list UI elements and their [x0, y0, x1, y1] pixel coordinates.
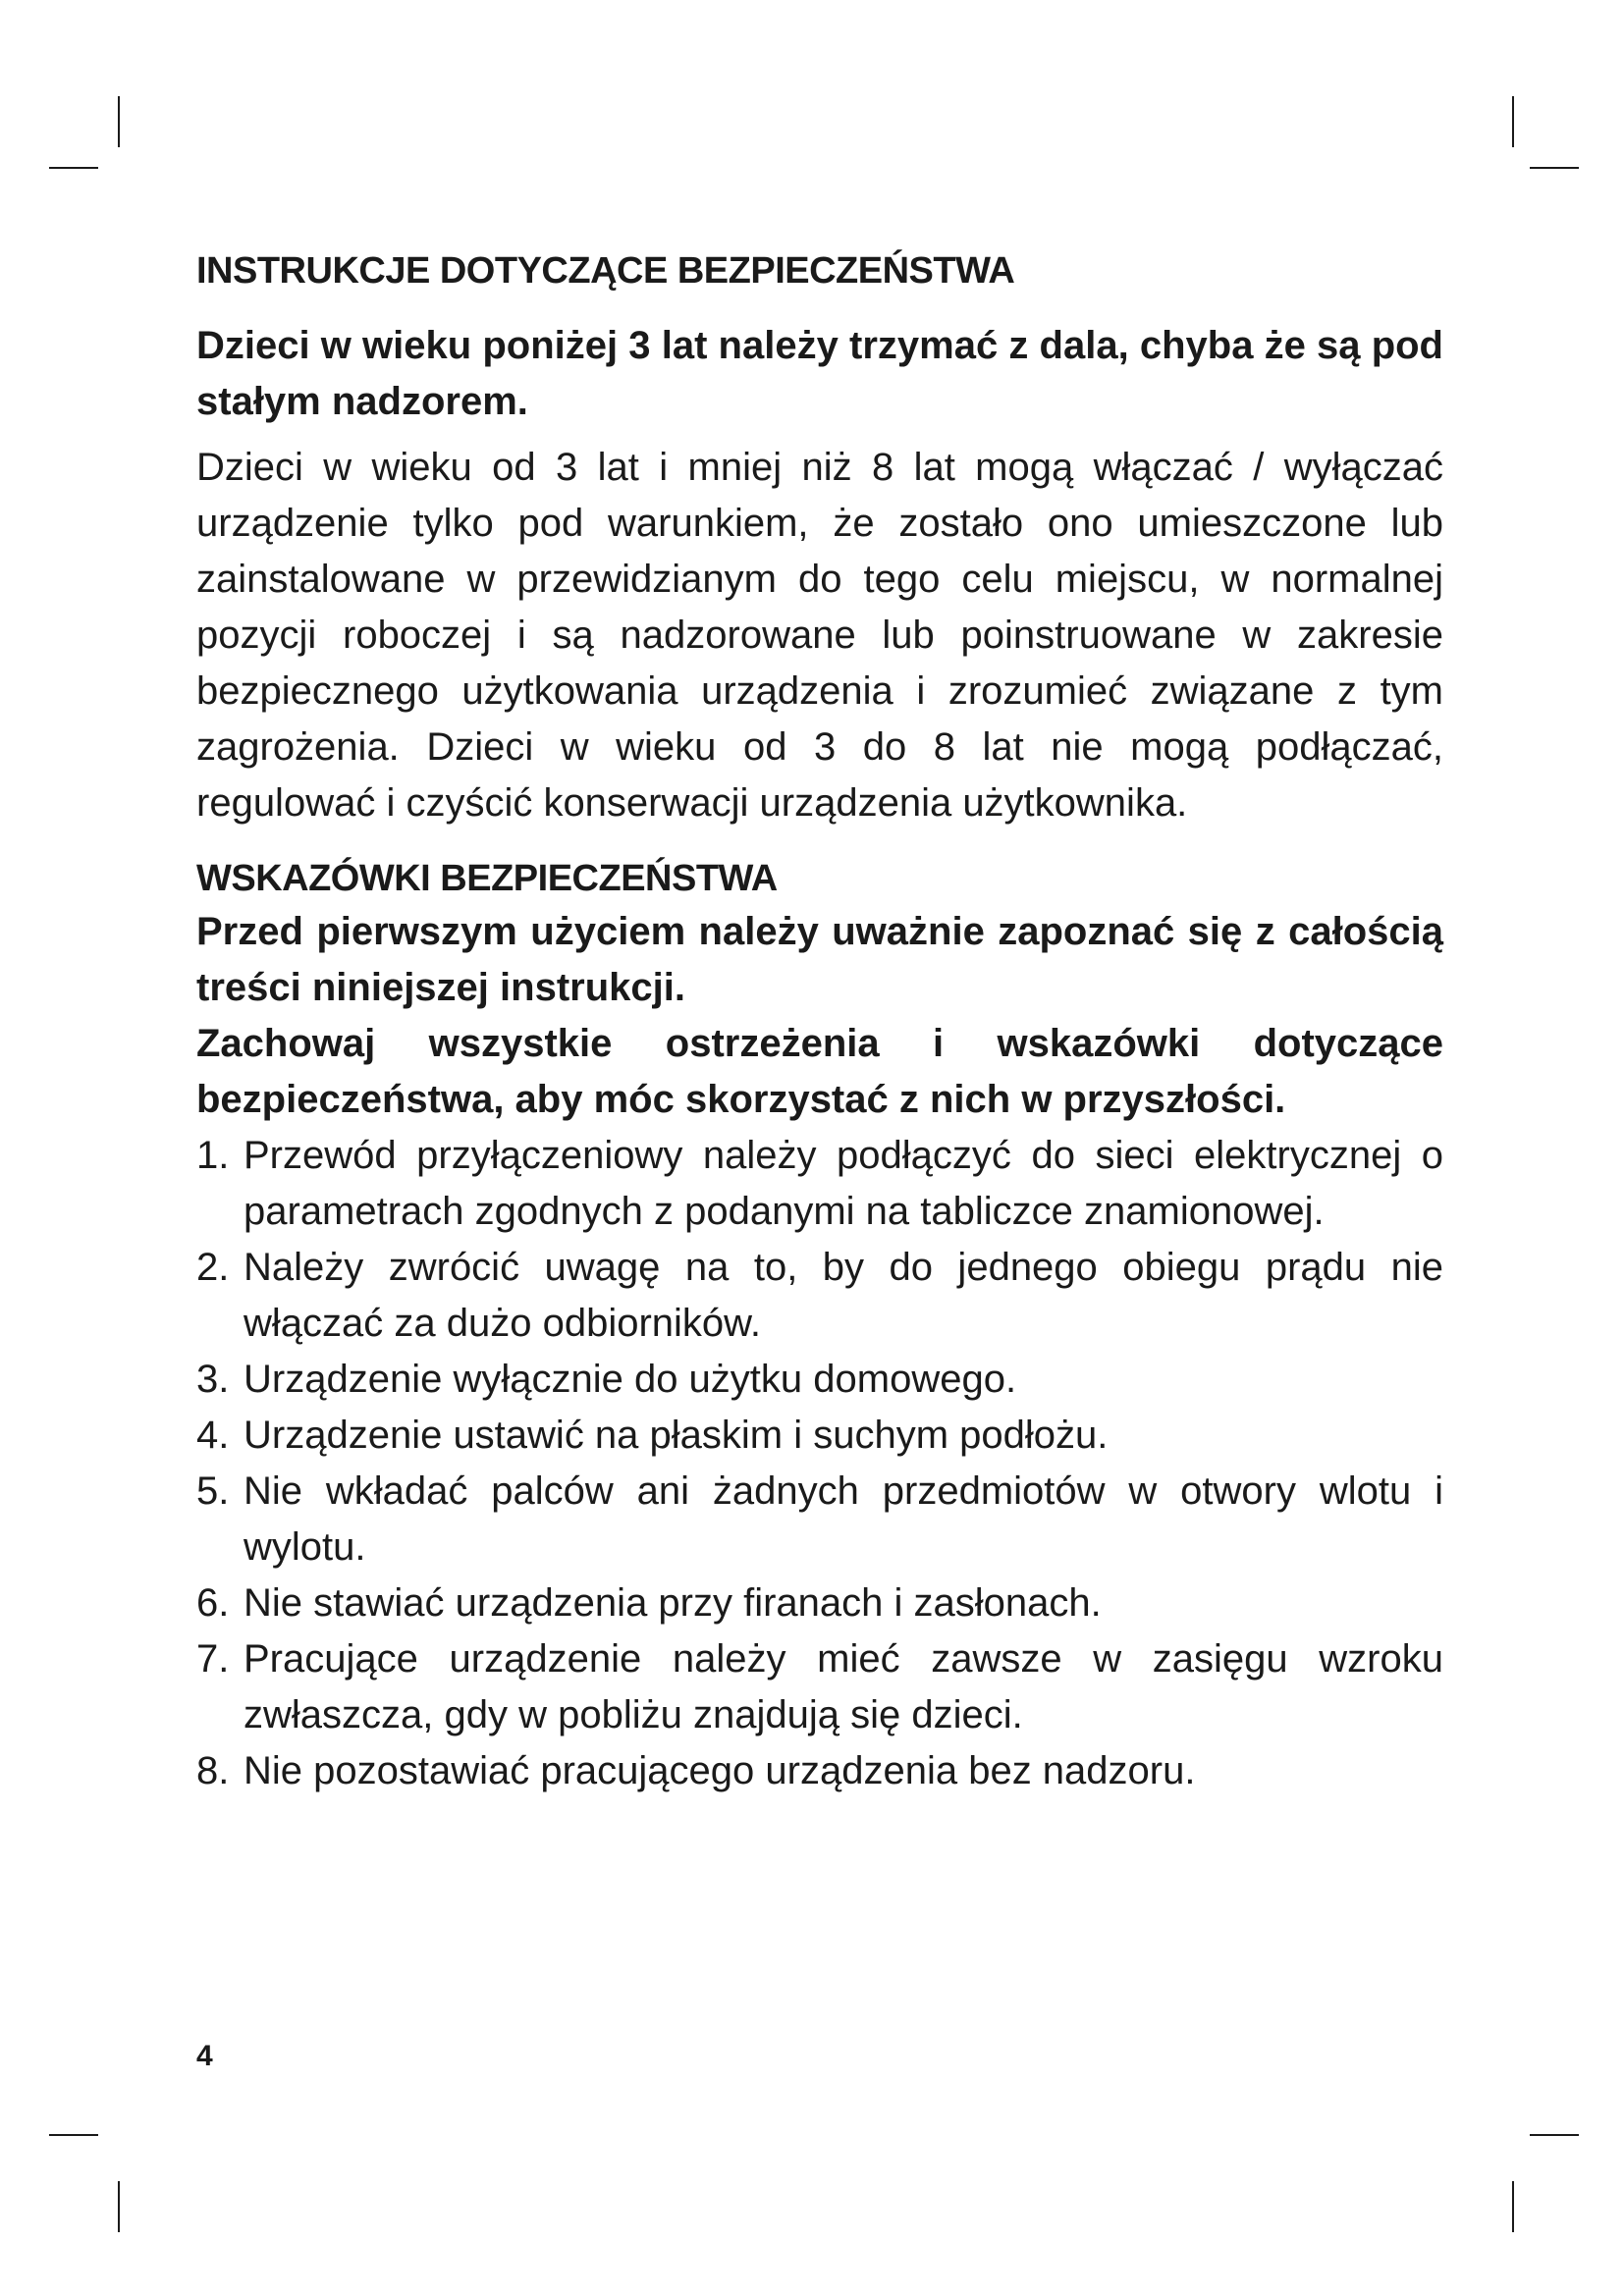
children-body-text: Dzieci w wieku od 3 lat i mniej niż 8 lat mogą włączać / wyłączać urządzenie tylko pod warunkiem, że zostało ono umieszczone lub zainstalowane w przewidzianym do tego celu miejscu, w normalnej pozycji roboczej i są nadzorowane lub poinstruowane w zakresie bezpiecznego użytkowania urządzenia i zrozumieć związane z tym zagrożenia. Dzieci w wieku od 3 do 8 lat nie mogą podłączać, regulować i czyścić konserwacji urządzenia użytkownika.	[196, 446, 1443, 825]
list-item	[196, 1128, 1443, 1240]
safety-intro-keep-warnings: Zachowaj wszystkie ostrzeżenia i wskazówki dotyczące bezpieczeństwa, aby móc skorzystać z nich w przyszłości.	[196, 1022, 1443, 1121]
safety-tips-heading: WSKAZÓWKI BEZPIECZEŃSTWA	[196, 858, 778, 899]
list-item-text: Nie pozostawiać pracującego urządzenia bez nadzoru.	[244, 1749, 1196, 1792]
children-safety-heading: INSTRUKCJE DOTYCZĄCE BEZPIECZEŃSTWA	[196, 250, 1015, 292]
children-warning: Dzieci w wieku poniżej 3 lat należy trzymać z dala, chyba że są pod stałym nadzorem.	[196, 324, 1443, 423]
safety-list	[196, 1128, 1443, 1799]
crop-mark-top-left-vertical	[118, 96, 120, 147]
list-item-number: 2.	[196, 1246, 230, 1289]
safety-intro-read-manual: Przed pierwszym użyciem należy uważnie zapoznać się z całością treści niniejszej instrukcji.	[196, 910, 1443, 1009]
list-item-text: Przewód przyłączeniowy należy podłączyć do sieci elektrycznej o parametrach zgodnych z podanymi na tabliczce znamionowej.	[244, 1134, 1443, 1233]
list-item-number: 8.	[196, 1749, 230, 1792]
crop-mark-top-right-vertical	[1512, 96, 1514, 147]
crop-mark-bottom-right-vertical	[1512, 2181, 1514, 2232]
list-item	[196, 1631, 1443, 1743]
list-item-number: 5.	[196, 1469, 230, 1513]
list-item-number: 7.	[196, 1637, 230, 1681]
page-number: 4	[196, 2040, 213, 2072]
list-item-number: 3.	[196, 1358, 230, 1401]
list-item-number: 4.	[196, 1414, 230, 1457]
list-item-text: Nie wkładać palców ani żadnych przedmiotów w otwory wlotu i wylotu.	[244, 1469, 1443, 1569]
crop-mark-bottom-left-horizontal	[49, 2134, 98, 2136]
list-item-number: 1.	[196, 1134, 230, 1177]
list-item	[196, 1240, 1443, 1352]
safety-tips-section	[196, 853, 1443, 1799]
children-safety-section	[196, 245, 1443, 831]
list-item-text: Urządzenie wyłącznie do użytku domowego.	[244, 1358, 1017, 1401]
list-item	[196, 1408, 1443, 1464]
list-item-text: Urządzenie ustawić na płaskim i suchym podłożu.	[244, 1414, 1109, 1457]
list-item	[196, 1743, 1443, 1799]
crop-mark-bottom-left-vertical	[118, 2181, 120, 2232]
crop-mark-bottom-right-horizontal	[1530, 2134, 1579, 2136]
list-item	[196, 1464, 1443, 1575]
list-item-text: Nie stawiać urządzenia przy firanach i zasłonach.	[244, 1581, 1102, 1625]
list-item-number: 6.	[196, 1581, 230, 1625]
crop-mark-top-right-horizontal	[1530, 167, 1579, 169]
list-item	[196, 1352, 1443, 1408]
crop-mark-top-left-horizontal	[49, 167, 98, 169]
list-item	[196, 1575, 1443, 1631]
list-item-text: Pracujące urządzenie należy mieć zawsze w zasięgu wzroku zwłaszcza, gdy w pobliżu znajdują się dzieci.	[244, 1637, 1443, 1736]
page-content	[196, 245, 1443, 1799]
list-item-text: Należy zwrócić uwagę na to, by do jednego obiegu prądu nie włączać za dużo odbiorników.	[244, 1246, 1443, 1345]
